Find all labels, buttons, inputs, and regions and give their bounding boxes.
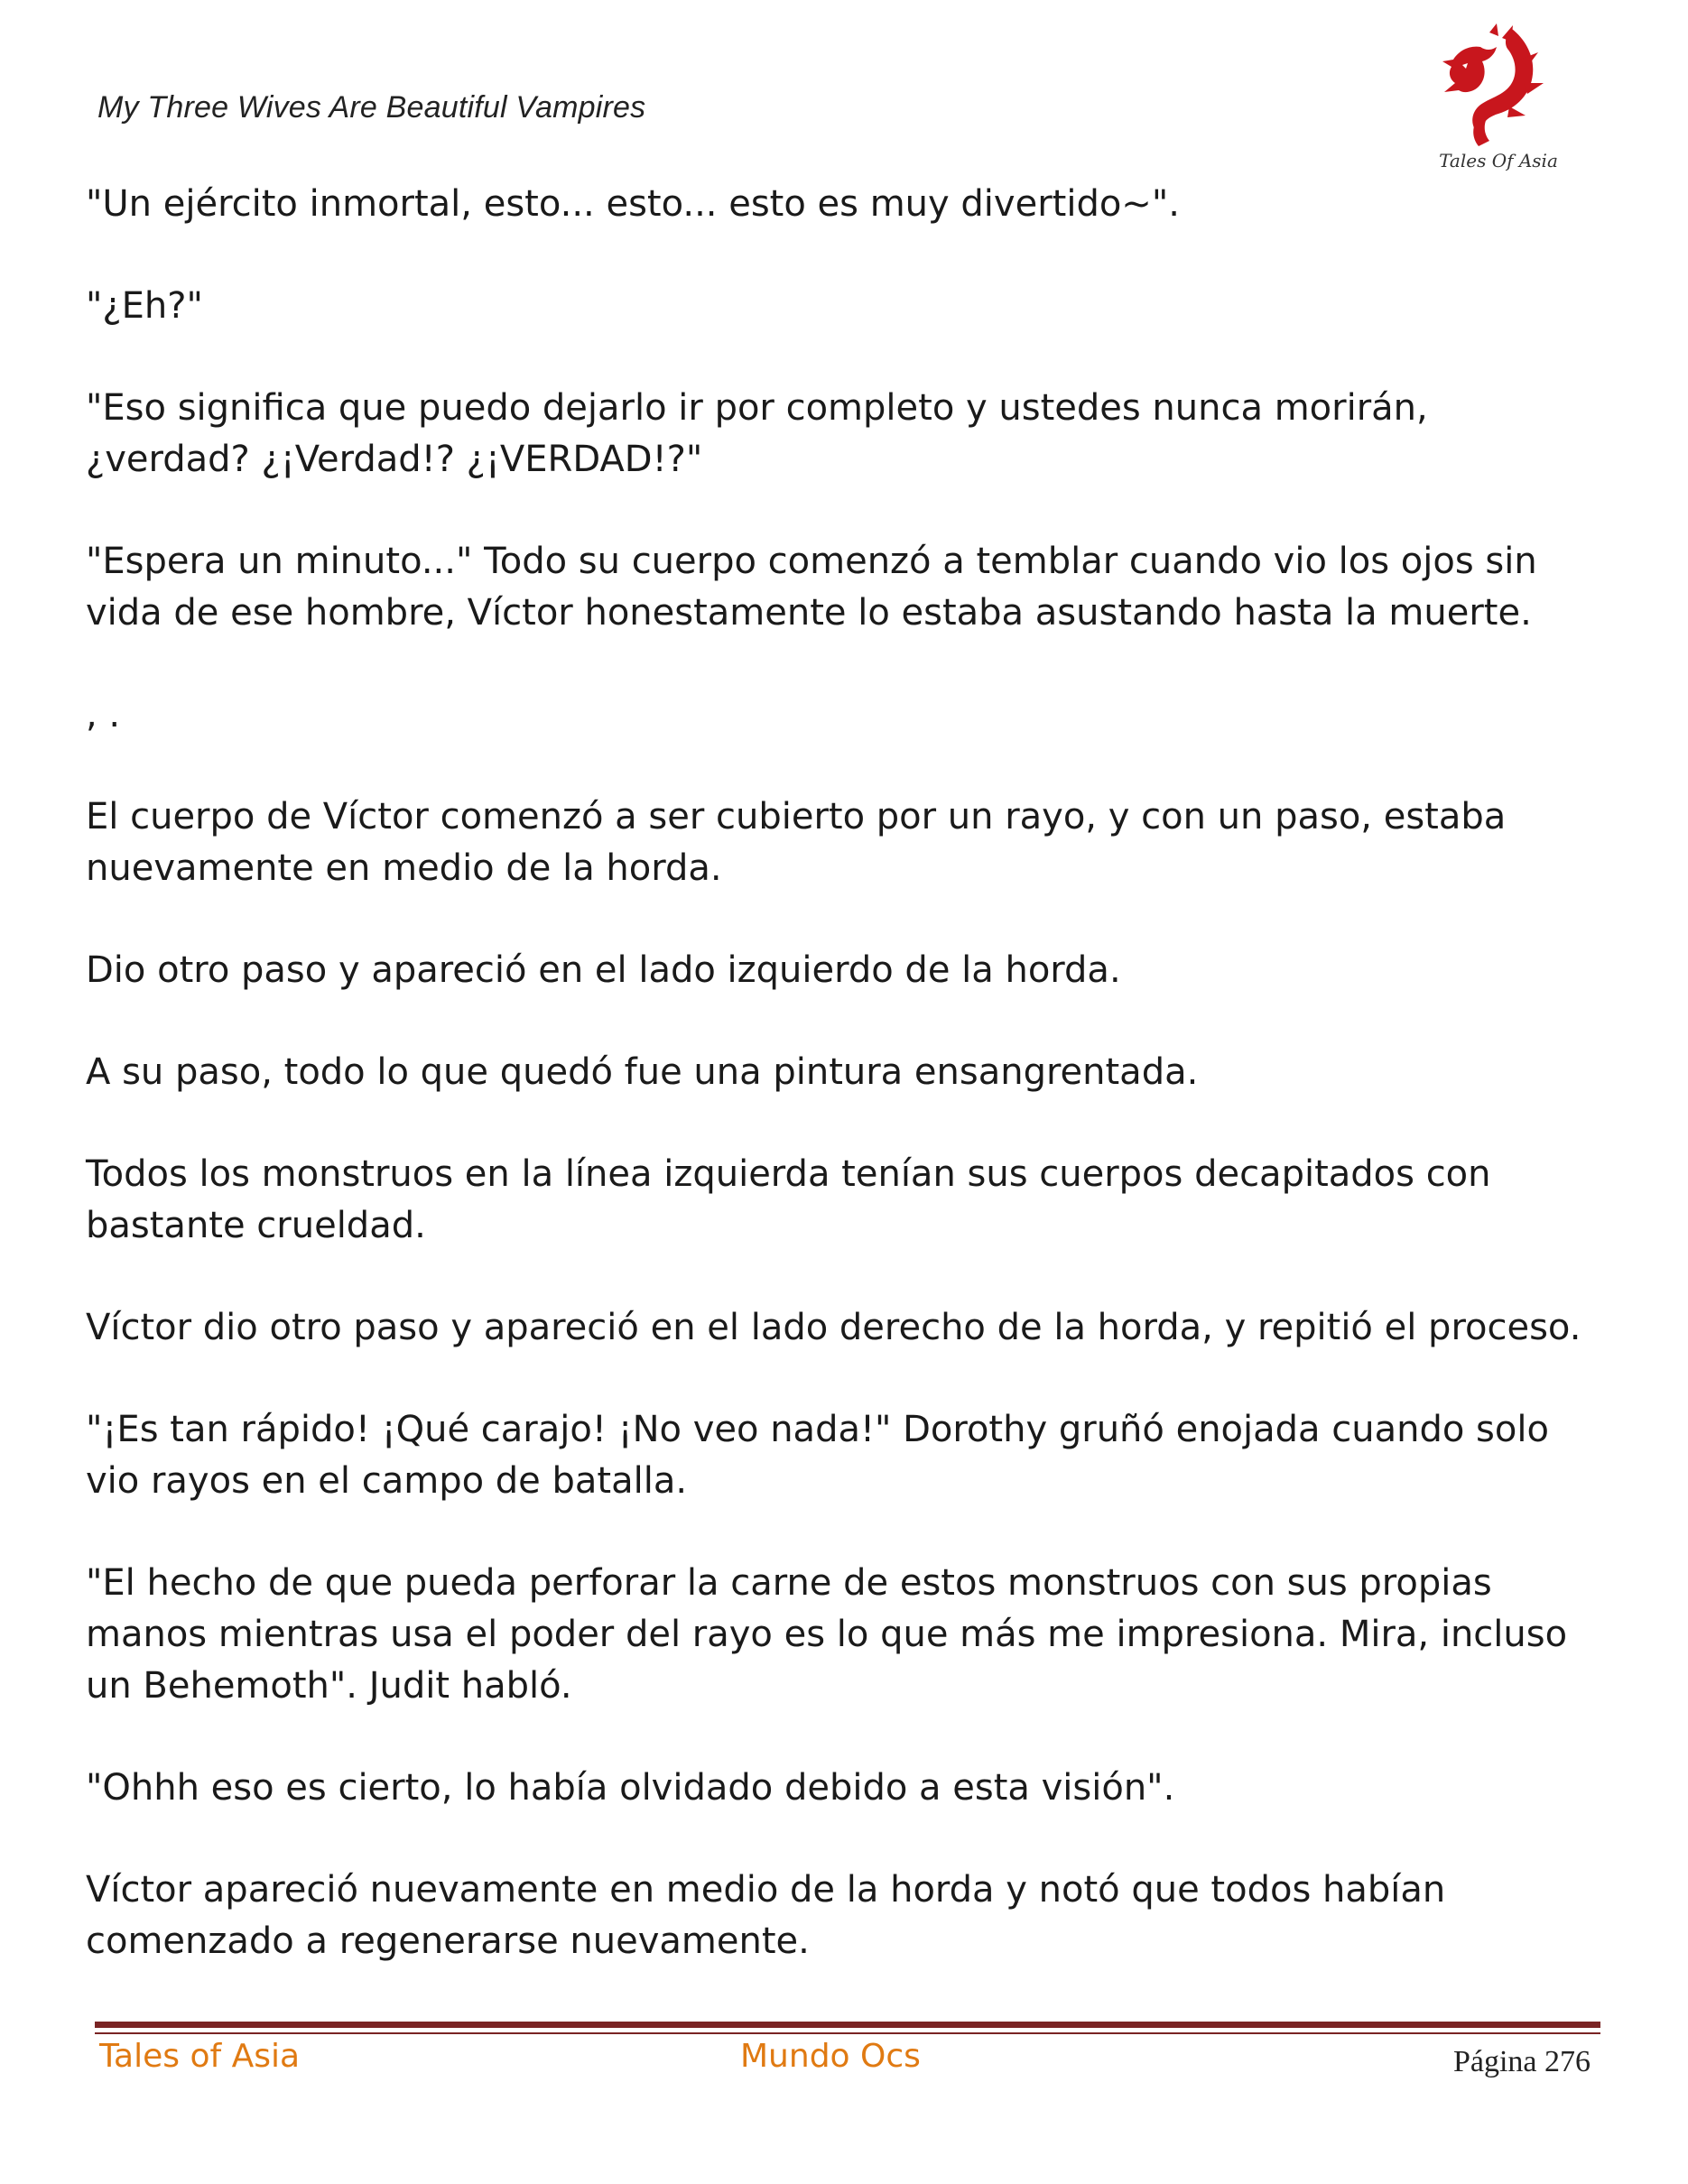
paragraph: Víctor apareció nuevamente en medio de la horda y notó que todos habían comenzado a regenerarse nuevamente. [86,1869,1446,1962]
tales-of-asia-logo [1426,20,1562,182]
chapter-body [86,179,1602,2018]
paragraph: "Espera un minuto..." Todo su cuerpo comenzó a temblar cuando vio los ojos sin vida de ese hombre, Víctor honestamente lo estaba asustando hasta la muerte. [86,541,1537,634]
paragraph: , . [86,694,121,736]
paragraph: "Ohhh eso es cierto, lo había olvidado debido a esta visión". [86,1767,1175,1809]
paragraph: "¿Eh?" [86,285,203,327]
paragraph: "¡Es tan rápido! ¡Qué carajo! ¡No veo nada!" Dorothy gruñó enojada cuando solo vio rayos en el campo de batalla. [86,1409,1549,1502]
book-title: My Three Wives Are Beautiful Vampires [97,90,646,125]
footer-divider-thin [95,2032,1600,2034]
paragraph: "Eso significa que puedo dejarlo ir por completo y ustedes nunca morirán, ¿verdad? ¿¡Verdad!? ¿¡VERDAD!?" [86,387,1428,480]
footer-section: Mundo Ocs [740,2038,921,2075]
footer-publisher: Tales of Asia [99,2038,301,2075]
paragraph: "El hecho de que pueda perforar la carne de estos monstruos con sus propias manos mientras usa el poder del rayo es lo que más me impresiona. Mira, incluso un Behemoth". Judit habló. [86,1562,1568,1707]
red-dragon-icon [1426,20,1562,155]
logo-label: Tales Of Asia [1439,150,1558,171]
paragraph: Dio otro paso y apareció en el lado izquierdo de la horda. [86,949,1121,991]
paragraph: El cuerpo de Víctor comenzó a ser cubierto por un rayo, y con un paso, estaba nuevamente en medio de la horda. [86,796,1507,889]
paragraph: Todos los monstruos en la línea izquierda tenían sus cuerpos decapitados con bastante crueldad. [86,1153,1491,1246]
paragraph: "Un ejército inmortal, esto... esto... esto es muy divertido~". [86,183,1180,225]
footer-divider [95,2022,1600,2028]
paragraph: A su paso, todo lo que quedó fue una pintura ensangrentada. [86,1051,1199,1093]
paragraph: Víctor dio otro paso y apareció en el lado derecho de la horda, y repitió el proceso. [86,1307,1581,1348]
page-number: Página 276 [1452,2045,1591,2078]
